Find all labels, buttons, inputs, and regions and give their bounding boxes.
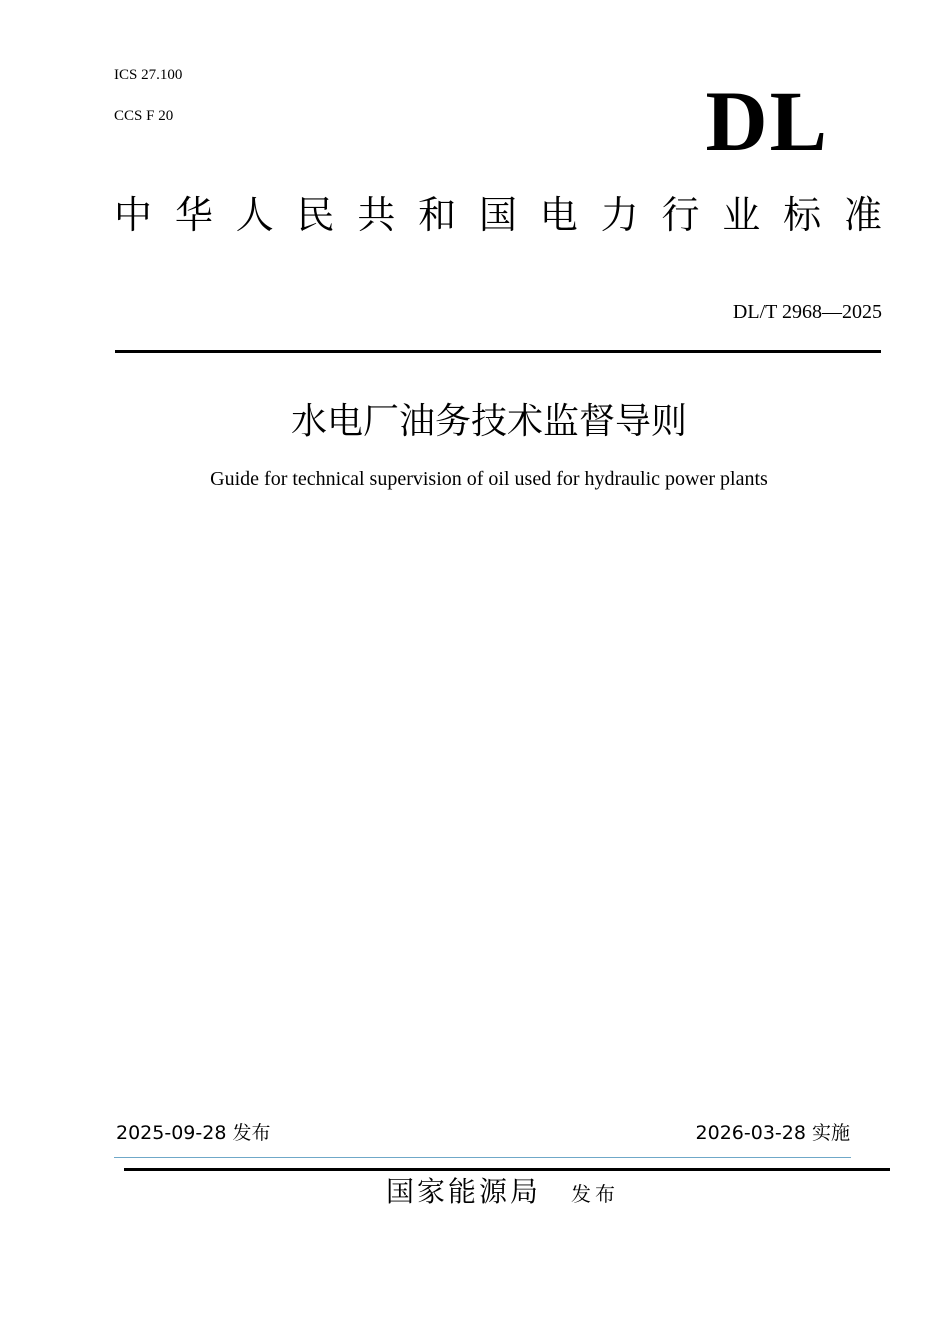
- heading-char: 力: [600, 193, 639, 237]
- heading-char: 共: [357, 193, 396, 237]
- standard-category-heading: [114, 190, 882, 240]
- heading-char: 国: [478, 193, 517, 237]
- header-divider: [115, 350, 881, 353]
- issuer-line: [386, 1174, 619, 1212]
- ics-code: ICS 27.100: [114, 67, 183, 83]
- heading-char: 准: [843, 193, 882, 237]
- issuer-name: 国家能源局: [386, 1175, 542, 1208]
- heading-char: 人: [235, 193, 274, 237]
- footer-divider: [124, 1168, 890, 1171]
- implementation-date: 2026-03-28 实施: [695, 1122, 850, 1144]
- issue-date: 2025-09-28 发布: [116, 1122, 271, 1144]
- standard-number: DL/T 2968—2025: [732, 301, 882, 323]
- ccs-code: CCS F 20: [114, 108, 174, 124]
- heading-char: 标: [783, 193, 822, 237]
- heading-char: 华: [174, 193, 213, 237]
- heading-char: 电: [539, 193, 578, 237]
- heading-char: 和: [418, 193, 457, 237]
- heading-char: 行: [661, 193, 700, 237]
- document-title-en: Guide for technical supervision of oil used for hydraulic power plants: [210, 468, 768, 490]
- heading-char: 中: [114, 193, 153, 237]
- document-title-zh: 水电厂油务技术监督导则: [290, 401, 687, 442]
- heading-char: 业: [722, 193, 761, 237]
- heading-char: 民: [296, 193, 335, 237]
- footer-thin-divider: [114, 1157, 851, 1158]
- issuer-action: 发布: [571, 1182, 620, 1206]
- dl-logo: DL: [705, 73, 829, 169]
